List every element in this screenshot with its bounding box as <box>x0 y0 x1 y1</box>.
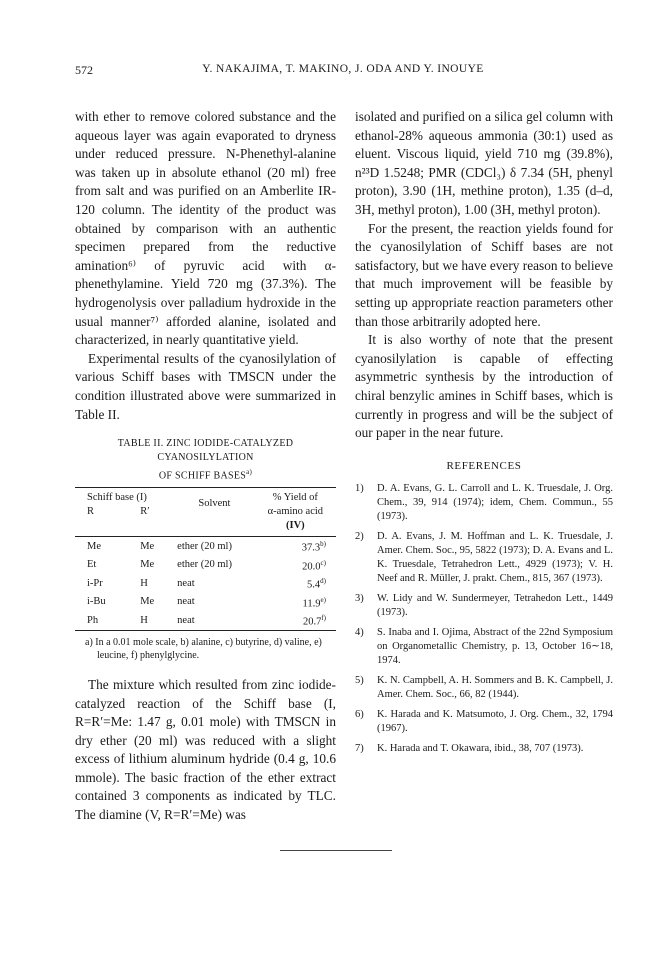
cell-r-prime: Me <box>140 559 155 571</box>
cell-r: i-Bu <box>87 596 106 608</box>
cell-r-prime: Me <box>140 540 155 552</box>
cell-r: i-Pr <box>87 577 103 589</box>
reference-text: K. N. Campbell, A. H. Sommers and B. K. Campbell, J. Amer. Chem. Soc., 66, 82 (1944). <box>377 674 613 700</box>
table-row <box>75 593 336 612</box>
cell-r: Ph <box>87 614 99 626</box>
cell-r-prime: Me <box>140 596 155 608</box>
reference-text: S. Inaba and I. Ojima, Abstract of the 22nd Symposium on Organometallic Chemistry, p. 13, October 16∼18, 1974. <box>377 626 613 666</box>
body-paragraph: The mixture which resulted from zinc iodide-catalyzed reaction of the Schiff base (I, R=R′=Me: 1.47 g, 0.01 mole) with TMSCN in dry ether (20 ml) was reduced with a slight excess of lithium aluminum hydride (0.4 g, 10.6 mmole). The basic fraction of the ether extract contained 3 components as indicated by TLC. The diamine (V, R=R′=Me) was <box>75 676 336 823</box>
reference-text: K. Harada and T. Okawara, ibid., 38, 707 (1973). <box>377 742 584 754</box>
running-title: Y. NAKAJIMA, T. MAKINO, J. ODA AND Y. INOUYE <box>202 63 484 75</box>
yield-value: 11.9 <box>302 598 321 610</box>
reference-number: 3) <box>355 592 364 604</box>
page-number: 572 <box>75 63 93 77</box>
body-paragraph: isolated and purified on a silica gel column with ethanol-28% aqueous ammonia (30:1) used as eluent. Viscous liquid, yield 710 mg (39.8%), n²³D 1.5248; PMR (CDCl₃) δ 7.34 (5H, phenyl proton), 3.90 (1H, methine proton), 1.35 (d–d, 3H, methyl proton), 1.00 (3H, methyl proton). <box>355 109 613 217</box>
table-caption <box>75 437 336 483</box>
column-header-yield-2: α-amino acid <box>267 506 324 518</box>
reference-text: D. A. Evans, G. L. Carroll and L. K. Truesdale, J. Org. Chem., 39, 914 (1974); idem, Chem. Commun., 55 (1973). <box>377 482 613 522</box>
reference-text: K. Harada and K. Matsumoto, J. Org. Chem., 32, 1794 (1967). <box>377 708 613 734</box>
reference-number: 1) <box>355 482 364 494</box>
column-group-schiff-base: Schiff base (I) <box>87 492 147 504</box>
reference-item <box>355 708 613 736</box>
cell-solvent: ether (20 ml) <box>177 559 232 571</box>
yield-note: e) <box>320 595 326 604</box>
cell-solvent: neat <box>177 577 195 589</box>
reference-number: 2) <box>355 530 364 542</box>
cell-r: Et <box>87 559 97 571</box>
column-header-yield-3: (IV) <box>286 520 305 532</box>
yield-note: c) <box>320 558 326 567</box>
end-rule <box>280 850 392 851</box>
table-header-row <box>75 519 336 537</box>
column-header-r-prime: R′ <box>140 506 150 518</box>
reference-item <box>355 592 613 620</box>
yield-value: 5.4 <box>307 579 321 591</box>
body-paragraph: with ether to remove colored substance and the aqueous layer was again evaporated to dryness under reduced pressure. N-Phenethyl-alanine was taken up in absolute ethanol (20 ml) free from salt and was purified on an Amberlite IR-120 column. The identity of the product was obtained by comparison with an authentic specimen prepared from the reductive amination⁶⁾ of pyruvic acid with α-phenethylamine. Yield 720 mg (37.3%). The hydrogenolysis over palladium hydroxide in the usual manner⁷⁾ afforded alanine, isolated and characterized, in nearly quantitative yield. <box>75 109 336 348</box>
yield-note: f) <box>321 614 326 623</box>
reference-item <box>355 626 613 668</box>
reference-number: 4) <box>355 626 364 638</box>
references-heading: REFERENCES <box>446 459 522 472</box>
cell-yield <box>255 574 336 593</box>
cell-solvent: neat <box>177 614 195 626</box>
reference-text: D. A. Evans, J. M. Hoffman and L. K. Truesdale, J. Amer. Chem. Soc., 95, 5822 (1973); D. A. Evans and L. K. Truesdale, Tetrahedron Lett., 4929 (1973); V. H. Neef and R. Müller, J. prakt. Chem., 815, 367 (1973). <box>377 530 613 584</box>
cell-r-prime: H <box>140 614 148 626</box>
table-row <box>75 556 336 575</box>
table-row <box>75 611 336 630</box>
reference-number: 5) <box>355 674 364 686</box>
body-paragraph: Experimental results of the cyanosilylation of various Schiff bases with TMSCN under the condition illustrated above were summarized in Table II. <box>75 350 336 422</box>
cell-yield <box>255 556 336 575</box>
reference-number: 7) <box>355 742 364 754</box>
cell-solvent: neat <box>177 596 195 608</box>
yield-note: b) <box>320 540 326 549</box>
table-row <box>75 537 336 556</box>
page-header <box>75 63 611 83</box>
left-column <box>75 108 336 825</box>
caption-footnote-mark: a) <box>246 468 253 477</box>
cell-yield <box>255 611 336 630</box>
right-column <box>355 108 613 762</box>
reference-item <box>355 530 613 586</box>
column-header-yield: % Yield of <box>272 492 318 504</box>
reference-item <box>355 674 613 702</box>
cell-solvent: ether (20 ml) <box>177 540 232 552</box>
results-table <box>75 487 336 630</box>
column-header-r: R <box>87 506 95 518</box>
yield-value: 20.0 <box>302 561 321 573</box>
reference-number: 6) <box>355 708 364 720</box>
table-caption-line: TABLE II. ZINC IODIDE-CATALYZED CYANOSILYLATION <box>117 438 294 464</box>
reference-item <box>355 742 613 756</box>
cell-r-prime: H <box>140 577 148 589</box>
cell-yield <box>255 537 336 556</box>
yield-note: d) <box>320 577 326 586</box>
yield-value: 20.7 <box>302 616 322 628</box>
yield-value: 37.3 <box>301 542 321 554</box>
table-header-row <box>75 488 336 506</box>
table-caption-line-2 <box>75 465 336 483</box>
table-footnote: a) In a 0.01 mole scale, b) alanine, c) butyrine, d) valine, e) leucine, f) phenylglycine. <box>75 630 336 676</box>
table-row <box>75 574 336 593</box>
cell-yield <box>255 593 336 612</box>
table-body <box>75 537 336 630</box>
reference-text: W. Lidy and W. Sundermeyer, Tetrahedon Lett., 1449 (1973). <box>377 592 613 618</box>
body-paragraph: For the present, the reaction yields found for the cyanosilylation of Schiff bases are not satisfactory, but we have every reason to believe that much improvement will be feasible by setting up appropriate reaction parameters other than those arbitrarily adopted here. <box>355 220 613 329</box>
column-header-solvent: Solvent <box>198 497 231 509</box>
cell-r: Me <box>87 540 101 552</box>
body-paragraph: It is also worthy of note that the present cyanosilylation is capable of effecting asymmetric synthesis by the introduction of chiral benzylic amines in Schiff bases, which is currently in progress and will be the subject of our paper in the near future. <box>355 332 613 441</box>
reference-item <box>355 482 613 524</box>
table-caption-text: OF SCHIFF BASES <box>158 470 247 482</box>
references-list <box>355 482 613 756</box>
